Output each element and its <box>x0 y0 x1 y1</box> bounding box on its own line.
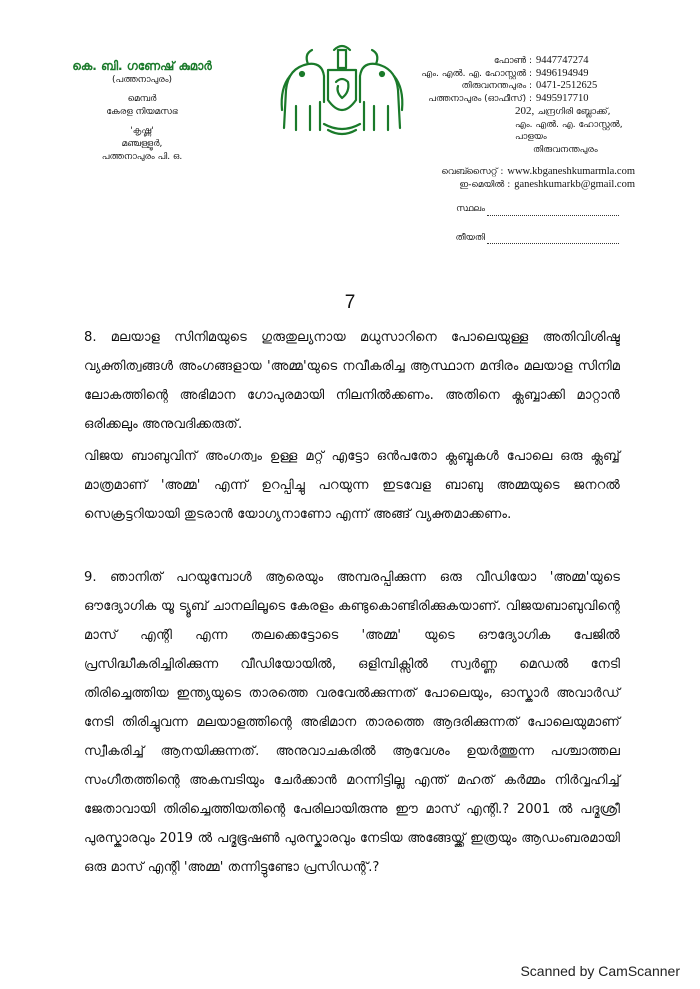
hostel-address <box>400 105 635 156</box>
contact-row <box>400 80 635 93</box>
website-label: വെബ്സൈറ്റ് : <box>441 167 504 177</box>
paragraph-8 <box>84 323 620 439</box>
contact-value: 9496194949 <box>536 67 589 79</box>
contact-label: പത്തനാപുരം (ഓഫീസ്) : <box>428 93 532 104</box>
date-field <box>400 232 635 245</box>
paragraph-text: വിജയ ബാബുവിന് അംഗത്വം ഉള്ള മറ്റ് എട്ടോ ഒൻപതോ ക്ലബ്ബുകൾ പോലെ ഒരു ക്ലബ്ബ് മാത്രമാണ് 'അമ്മ' എന്ന് ഉറപ്പിച്ചു പറയുന്ന ഇടവേള ബാബു അമ്മയുടെ ജനറൽ സെക്രട്ടറിയായി തുടരാൻ യോഗ്യനാണോ എന്ന് അങ്ങ് വ്യക്തമാക്കണം. <box>84 449 620 522</box>
website-link[interactable]: www.kbganeshkumarmla.com <box>507 166 635 177</box>
paragraph-text: 9. ഞാനിത് പറയുമ്പോൾ ആരെയും അമ്പരപ്പിക്കുന്ന ഒരു വീഡിയോ 'അമ്മ'യുടെ ഔദ്യോഗിക യൂ ട്യൂബ് ചാനലിലൂടെ കേരളം കണ്ടുകൊണ്ടിരിക്കുകയാണ്. വിജയബാബുവിന്റെ മാസ് എന്റി എന്ന തലക്കെട്ടോടെ 'അമ്മ' യുടെ ഔദ്യോഗിക പേജിൽ പ്രസിദ്ധീകരിച്ചിരിക്കുന്ന വീഡിയോയിൽ, ഒളിമ്പിക്സിൽ സ്വർണ്ണ മെഡൽ നേടി തിരിച്ചെത്തിയ ഇന്ത്യയുടെ താരത്തെ വരവേൽക്കുന്നത് പോലെയും, ഓസ്കാർ അവാർഡ് നേടി തിരിച്ചുവന്ന മലയാളത്തിന്റെ അഭിമാന താരത്തെ ആദരിക്കുന്നത് പോലെയുമാണ് സ്വീകരിച്ച് ആനയിക്കുന്നത്. അനുവാചകരിൽ ആവേശം ഉയർത്തുന്ന പശ്ചാത്തല സംഗീതത്തിന്റെ അകമ്പടിയും ചേർക്കാൻ മറന്നിട്ടില്ല എന്ത് മഹത് കർമ്മം നിർവ്വഹിച്ച് ജേതാവായി തിരിച്ചെത്തിയതിന്റെ പേരിലായിരുന്നു ഈ മാസ് എന്റി.? 2001 ൽ പദ്മശ്രീ പുരസ്കാരവും 2019 ൽ പദ്മഭൂഷൺ പുരസ്കാരവും നേടിയ അങ്ങേയ്ക്ക് ഇത്രയും ആഡംബരമായി ഒരു മാസ് എന്റി 'അമ്മ' തന്നിട്ടുണ്ടോ പ്രസിഡന്റ്.? <box>84 570 620 875</box>
room-number: 202, <box>515 105 535 117</box>
residence-place: മഞ്ചള്ളൂർ, <box>121 139 163 149</box>
letterhead-left <box>52 58 232 164</box>
contact-label: എം. എൽ. എ. ഹോസ്റ്റൽ : <box>421 68 532 79</box>
contact-label: ഫോൺ : <box>493 56 532 66</box>
assembly-name: കേരള നിയമസഭ <box>106 107 178 117</box>
email-link[interactable]: ganeshkumarkb@gmail.com <box>514 178 635 190</box>
email-label: ഇ-മെയിൽ : <box>459 179 511 190</box>
contact-row <box>400 55 635 68</box>
paragraph-8-continued <box>84 442 620 529</box>
online-contacts <box>400 166 635 191</box>
designation: മെമ്പർ <box>127 94 157 104</box>
post-office: പത്തനാപുരം പി. ഒ. <box>101 152 183 162</box>
contact-value: 0471-2512625 <box>536 80 598 91</box>
paragraph-9 <box>84 563 620 882</box>
paragraph-text: 8. മലയാള സിനിമയുടെ ഗുരുതുല്യനായ മധുസാറിനെ പോലെയുള്ള അതിവിശിഷ്ട വ്യക്തിത്വങ്ങൾ അംഗങ്ങളായ 'അമ്മ'യുടെ നവീകരിച്ച ആസ്ഥാന മന്ദിരം മലയാള സിനിമ ലോകത്തിന്റെ അഭിമാന ഗോപുരമായി നിലനിൽക്കണം. അതിനെ ക്ലബ്ബാക്കി മാറ്റാൻ ഒരിക്കലും അനുവദിക്കരുത്. <box>84 330 620 432</box>
date-blank <box>487 233 619 244</box>
city-name: തിരുവനന്തപുരം <box>533 144 598 155</box>
hostel-name: എം. എൽ. എ. ഹോസ്റ്റൽ, പാളയം <box>515 119 623 142</box>
house-name: 'കൃഷ്ണ' <box>130 126 154 136</box>
place-blank <box>487 205 619 216</box>
contact-value: 9447747274 <box>536 55 589 66</box>
place-field <box>400 203 635 216</box>
contact-value: 9495917710 <box>536 92 589 104</box>
contact-row <box>400 93 635 106</box>
contact-row <box>400 68 635 81</box>
contact-label: തിരുവനന്തപുരം : <box>461 81 532 91</box>
constituency: (പത്തനാപുരം) <box>112 75 172 85</box>
scanner-watermark: Scanned by CamScanner <box>520 963 680 979</box>
block-name: ചന്ദ്രഗിരി ബ്ലോക്ക്, <box>537 107 611 117</box>
mla-name: കെ. ബി. ഗണേഷ് കുമാർ <box>72 59 212 73</box>
date-label: തീയതി <box>455 232 485 243</box>
kerala-emblem-icon <box>278 40 406 140</box>
letterhead-right <box>400 55 635 244</box>
place-label: സ്ഥലം <box>456 204 485 214</box>
page-number: 7 <box>344 292 356 313</box>
